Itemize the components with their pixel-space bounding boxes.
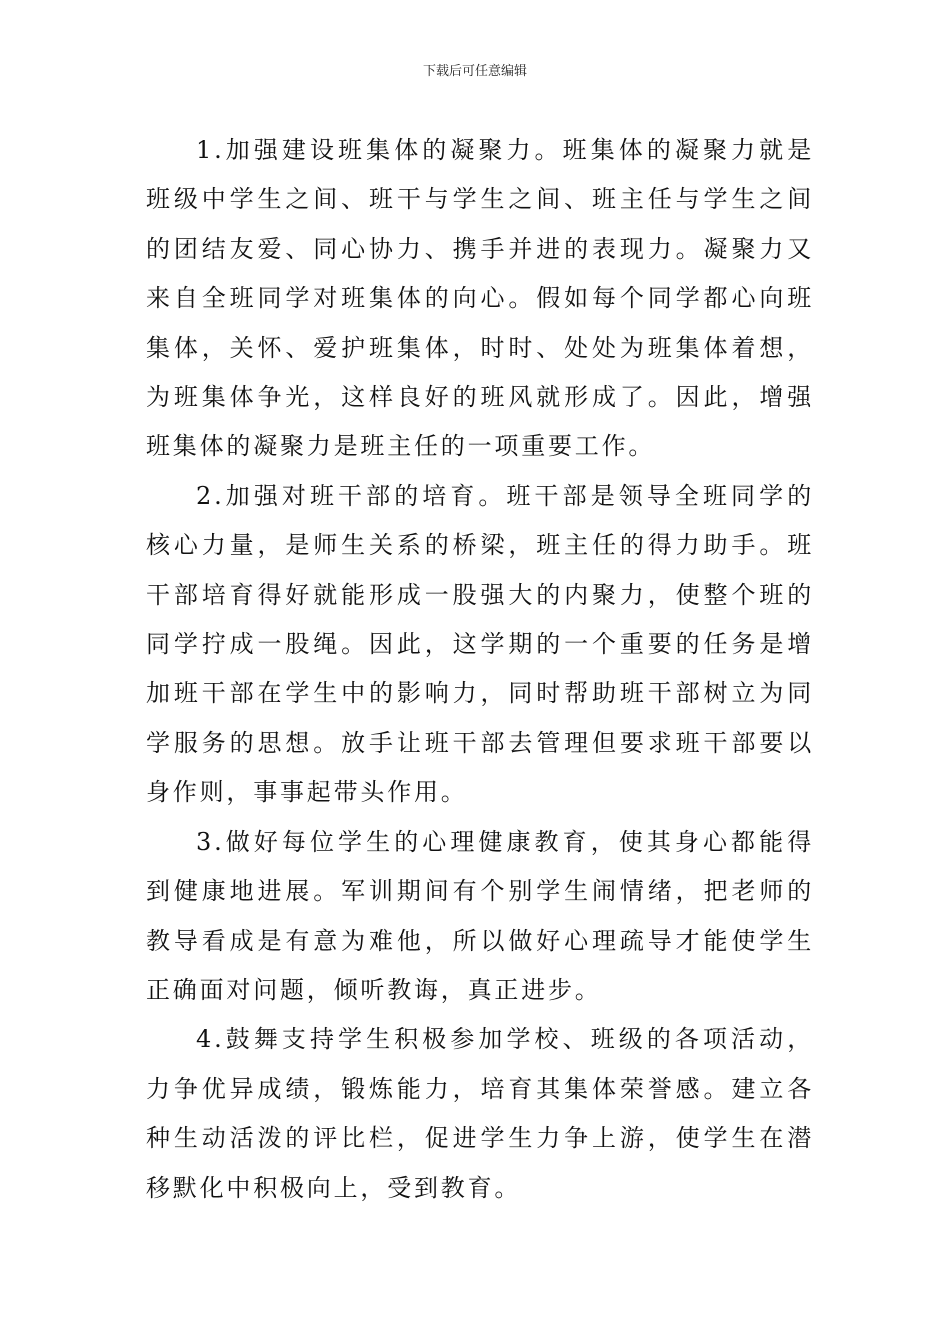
paragraph-4: 4.鼓舞支持学生积极参加学校、班级的各项活动，力争优异成绩，锻炼能力，培育其集体荣誉感。建立各种生动活泼的评比栏，促进学生力争上游，使学生在潜移默化中积极向上，受到教育。 [146, 1025, 814, 1202]
paragraph-2: 2.加强对班干部的培育。班干部是领导全班同学的核心力量，是师生关系的桥梁，班主任的得力助手。班干部培育得好就能形成一股强大的内聚力，使整个班的同学拧成一股绳。因此，这学期的一个重要的任务是增加班干部在学生中的影响力，同时帮助班干部树立为同学服务的思想。放手让班干部去管理但要求班干部要以身作则，事事起带头作用。 [146, 481, 814, 807]
paragraph-3: 3.做好每位学生的心理健康教育，使其身心都能得到健康地进展。军训期间有个别学生闹情绪，把老师的教导看成是有意为难他，所以做好心理疏导才能使学生正确面对问题，倾听教诲，真正进步。 [146, 827, 814, 1004]
paragraph-1: 1.加强建设班集体的凝聚力。班集体的凝聚力就是班级中学生之间、班干与学生之间、班主任与学生之间的团结友爱、同心协力、携手并进的表现力。凝聚力又来自全班同学对班集体的向心。假如每个同学都心向班集体，关怀、爱护班集体，时时、处处为班集体着想，为班集体争光，这样良好的班风就形成了。因此，增强班集体的凝聚力是班主任的一项重要工作。 [146, 136, 814, 461]
page-header: 下载后可任意编辑 [422, 64, 527, 79]
document-body [146, 126, 814, 1213]
